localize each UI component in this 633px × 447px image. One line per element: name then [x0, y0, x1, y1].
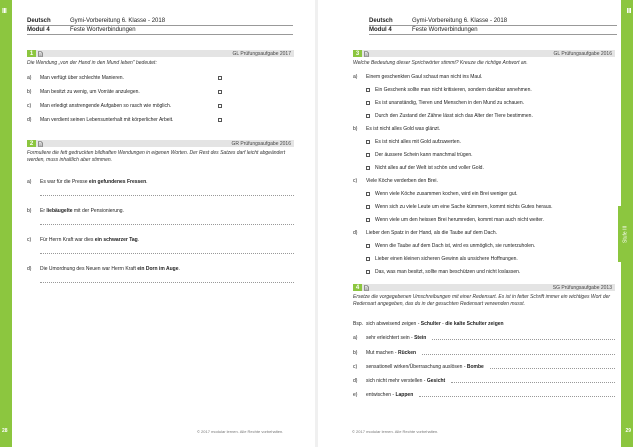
answer-option[interactable]: b) Man besitzt zu wenig, um Vorräte anzulegen. — [27, 89, 294, 95]
answer-option[interactable]: c) Man erledigt anstrengende Aufgaben so rasch wie möglich. — [27, 103, 294, 109]
document-icon — [36, 140, 45, 147]
task-item[interactable]: b) Mut machen - Rücken — [353, 350, 615, 356]
answer-option[interactable]: Es ist nicht alles mit Gold aufzuwerten. — [353, 139, 615, 145]
checkbox[interactable] — [366, 140, 370, 144]
answer-option[interactable]: d) Man verdient seinen Lebensunterhalt mit körperlicher Arbeit. — [27, 117, 294, 123]
task-item: b) Er liebäugelte mit der Pensionierung. — [27, 208, 124, 214]
proverb: d) Lieber den Spatz in der Hand, als die Taube auf dem Dach. — [353, 230, 498, 236]
answer-option[interactable]: Ein Geschenk sollte man nicht kritisieren, sondern dankbar annehmen. — [353, 87, 615, 93]
copyright-footer: © 2017 modular lernen. Alle Rechte vorbehalten. — [197, 429, 284, 434]
header-subject: Deutsch — [27, 18, 51, 24]
checkbox[interactable] — [366, 153, 370, 157]
exercise-source: GR Prüfungsaufgabe 2016 — [231, 140, 291, 147]
answer-option[interactable]: Wenn die Taube auf dem Dach ist, wird es unmöglich, sie runterzuholen. — [353, 243, 615, 249]
answer-option[interactable]: Wenn viele Köche zusammen kochen, wird ein Brei weniger gut. — [353, 191, 615, 197]
checkbox[interactable] — [366, 114, 370, 118]
page-number: 29 — [625, 428, 631, 434]
exercise-number: 3 — [353, 50, 362, 57]
exercise-2 — [27, 140, 294, 272]
answer-option[interactable]: Der äussere Schein kann manchmal trügen. — [353, 152, 615, 158]
exercise-bar — [353, 50, 615, 57]
header-subject: Deutsch — [369, 18, 393, 24]
task-item[interactable]: d) sich nicht mehr verstellen - Gesicht — [353, 378, 615, 384]
proverb: a) Einem geschenkten Gaul schaut man nicht ins Maul. — [353, 74, 483, 80]
exercise-source: SG Prüfungsaufgabe 2013 — [552, 284, 612, 291]
answer-option[interactable]: Nicht alles auf der Welt ist schön und voller Gold. — [353, 165, 615, 171]
checkbox[interactable] — [366, 88, 370, 92]
header-module: Modul 4 — [369, 27, 392, 33]
exercise-bar — [27, 50, 294, 57]
exercise-3 — [353, 50, 615, 275]
header-topic: Feste Wortverbindungen — [70, 27, 136, 33]
answer-option[interactable]: Durch den Zustand der Zähne lässt sich das Alter der Tiere bestimmen. — [353, 113, 615, 119]
answer-line[interactable] — [432, 336, 615, 340]
checkbox[interactable] — [366, 244, 370, 248]
answer-line[interactable] — [451, 379, 615, 383]
checkbox[interactable] — [366, 205, 370, 209]
answer-line[interactable] — [40, 195, 294, 196]
exercise-source: GL Prüfungsaufgabe 2016 — [553, 50, 612, 57]
answer-line[interactable] — [422, 351, 615, 355]
answer-line[interactable] — [419, 393, 615, 397]
task-item: d) Die Umordnung des Neuen war Herrn Kraft ein Dorn im Auge. — [27, 266, 180, 272]
answer-option[interactable]: Lieber einen kleinen sicheren Gewinn als unsichere Hoffnungen. — [353, 256, 615, 262]
exercise-number: 4 — [353, 284, 362, 291]
checkbox[interactable] — [218, 76, 222, 80]
document-icon — [36, 50, 45, 57]
answer-line[interactable] — [490, 365, 615, 369]
task-item: c) Für Herrn Kraft war dies ein schwarzer Tag. — [27, 237, 140, 243]
checkbox[interactable] — [218, 90, 222, 94]
task-item[interactable]: c) sensationell wirken/Überraschung auslösen - Bombe — [353, 364, 615, 370]
task-item[interactable]: a) sehr erleichtert sein - Stein — [353, 335, 615, 341]
checkbox[interactable] — [218, 104, 222, 108]
exercise-bar — [27, 140, 294, 147]
task-item[interactable]: e) entwischen - Lappen — [353, 392, 615, 398]
right-page — [318, 0, 633, 447]
checkbox[interactable] — [366, 101, 370, 105]
stufe-tab: Stufe III — [618, 206, 633, 262]
left-page — [0, 0, 315, 447]
level-marker: III — [626, 8, 631, 15]
exercise-number: 2 — [27, 140, 36, 147]
exercise-instructions: Welche Bedeutung dieser Sprichwörter stimmt? Kreuze die richtige Antwort an. — [353, 59, 528, 66]
exercise-instructions: Die Wendung „von der Hand in den Mund leben" bedeutet: — [27, 59, 157, 66]
checkbox[interactable] — [366, 166, 370, 170]
answer-line[interactable] — [40, 224, 294, 225]
answer-line[interactable] — [40, 282, 294, 283]
checkbox[interactable] — [218, 118, 222, 122]
exercise-bar — [353, 284, 615, 291]
proverb: c) Viele Köche verderben den Brei. — [353, 178, 438, 184]
header-series: Gymi-Vorbereitung 6. Klasse - 2018 — [70, 18, 166, 24]
exercise-instructions: Formuliere die fett gedruckten bildhaften Wendungen in eigenen Worten. Der Rest des Satzes darf leicht abgeändert werden, muss inhaltlich aber stimmen. — [27, 149, 286, 163]
page-number: 28 — [2, 428, 8, 434]
document-icon — [362, 284, 371, 291]
level-marker: III — [2, 8, 7, 15]
answer-line[interactable] — [40, 253, 294, 254]
left-side-bar — [0, 0, 12, 447]
copyright-footer: © 2017 modular lernen. Alle Rechte vorbehalten. — [352, 429, 439, 434]
proverb: b) Es ist nicht alles Gold was glänzt. — [353, 126, 441, 132]
checkbox[interactable] — [366, 270, 370, 274]
document-icon — [362, 50, 371, 57]
page-header — [369, 17, 617, 35]
example-item: Bsp. sich abweisend zeigen - Schulter - die kalte Schulter zeigen — [353, 321, 504, 327]
answer-option[interactable]: Das, was man besitzt, sollte man beschützen und nicht loslassen. — [353, 269, 615, 275]
exercise-4 — [353, 284, 615, 398]
answer-option[interactable]: Wenn viele um den heissen Brei herumreden, kommt man auch nicht weiter. — [353, 217, 615, 223]
exercise-source: GL Prüfungsaufgabe 2017 — [232, 50, 291, 57]
checkbox[interactable] — [366, 218, 370, 222]
header-module: Modul 4 — [27, 27, 50, 33]
checkbox[interactable] — [366, 257, 370, 261]
checkbox[interactable] — [366, 192, 370, 196]
exercise-instructions: Ersetze die vorgegebenen Umschreibungen mit einer Redensart. Es ist in fetter Schrift immer ein wichtiges Wort der Redensart angegeben, das du in der gesuchten Redensart verwenden musst. — [353, 293, 611, 307]
exercise-1 — [27, 50, 294, 123]
answer-option[interactable]: Wenn sich zu viele Leute um eine Sache kümmern, kommt nichts Gutes heraus. — [353, 204, 615, 210]
page-header — [27, 17, 293, 35]
answer-option[interactable]: Es ist unanständig, Tieren und Menschen in den Mund zu schauen. — [353, 100, 615, 106]
answer-option[interactable]: a) Man verfügt über schlechte Manieren. — [27, 75, 294, 81]
header-topic: Feste Wortverbindungen — [412, 27, 478, 33]
exercise-number: 1 — [27, 50, 36, 57]
task-item: a) Es war für die Presse ein gefundenes Fressen. — [27, 179, 148, 185]
header-series: Gymi-Vorbereitung 6. Klasse - 2018 — [412, 18, 508, 24]
